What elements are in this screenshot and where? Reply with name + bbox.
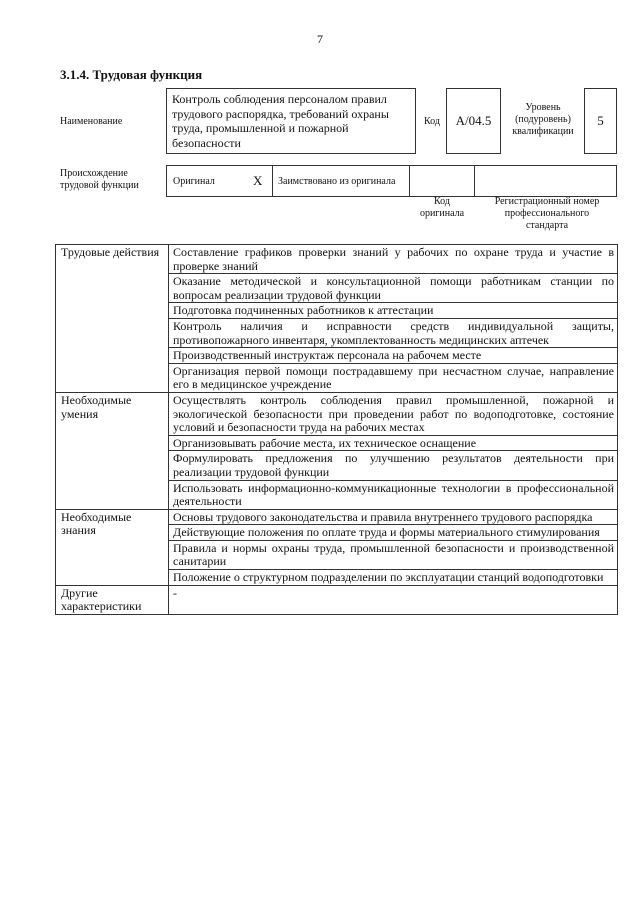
original-label: Оригинал	[173, 176, 215, 187]
section-title: 3.1.4. Трудовая функция	[60, 67, 203, 82]
list-item: Контроль наличия и исправности средств индивидуальной защиты, противопожарного инвентаря, укомплектованность медицинских аптечек	[169, 318, 618, 347]
origin-row	[166, 165, 617, 197]
code-label: Код	[424, 116, 440, 127]
section-label: Другие характеристики	[56, 585, 169, 614]
list-item: Производственный инструктаж персонала на рабочем месте	[169, 348, 618, 364]
list-item: Подготовка подчиненных работников к аттестации	[169, 303, 618, 319]
origin-reg-cell	[475, 166, 616, 196]
name-label: Наименование	[60, 116, 123, 127]
origin-borrowed-cell	[273, 166, 410, 196]
list-item: Составление графиков проверки знаний у рабочих по охране труда и участие в проверке знаний	[169, 245, 618, 274]
origin-code-cell	[410, 166, 475, 196]
list-item: Правила и нормы охраны труда, промышленной безопасности и производственной санитарии	[169, 540, 618, 569]
list-item: Организация первой помощи пострадавшему при несчастном случае, направление его в медицинское учреждение	[169, 363, 618, 392]
table-row	[56, 392, 618, 435]
origin-original-cell	[167, 166, 273, 196]
list-item: Основы трудового законодательства и правила внутреннего трудового распорядка	[169, 509, 618, 525]
borrowed-label: Заимствовано из оригинала	[278, 176, 396, 187]
section-label: Трудовые действия	[56, 245, 169, 393]
section-label: Необходимые умения	[56, 392, 169, 509]
level-label: Уровень (подуровень) квалификации	[512, 102, 574, 137]
function-name-box: Контроль соблюдения персоналом правил трудового распорядка, требований охраны труда, промышленной и пожарной безопасности	[166, 88, 416, 154]
list-item: Осуществлять контроль соблюдения правил промышленной, пожарной и экологической безопасности при проведении работ по водоподготовке, состояние условий и безопасности труда на рабочих местах	[169, 392, 618, 435]
code-caption: Код оригинала	[419, 196, 465, 219]
list-item: Организовывать рабочие места, их техническое оснащение	[169, 435, 618, 451]
origin-label: Происхождение трудовой функции	[60, 168, 139, 191]
original-mark: X	[253, 173, 263, 188]
list-item: Положение о структурном подразделении по эксплуатации станций водоподготовки	[169, 570, 618, 586]
table-row	[56, 245, 618, 274]
list-item: Действующие положения по оплате труда и формы материального стимулирования	[169, 525, 618, 541]
level-box: 5	[584, 88, 617, 154]
table-row	[56, 585, 618, 614]
page-number: 7	[317, 32, 323, 46]
section-label: Необходимые знания	[56, 509, 169, 585]
list-item: Оказание методической и консультационной помощи работникам станции по вопросам реализации трудовой функции	[169, 274, 618, 303]
table-row	[56, 509, 618, 525]
code-box: A/04.5	[446, 88, 501, 154]
list-item: -	[169, 585, 618, 614]
work-function-table	[55, 244, 618, 615]
list-item: Использовать информационно-коммуникационные технологии в профессиональной деятельности	[169, 480, 618, 509]
list-item: Формулировать предложения по улучшению результатов деятельности при реализации трудовой функции	[169, 451, 618, 480]
reg-caption: Регистрационный номер профессионального стандарта	[494, 196, 600, 231]
